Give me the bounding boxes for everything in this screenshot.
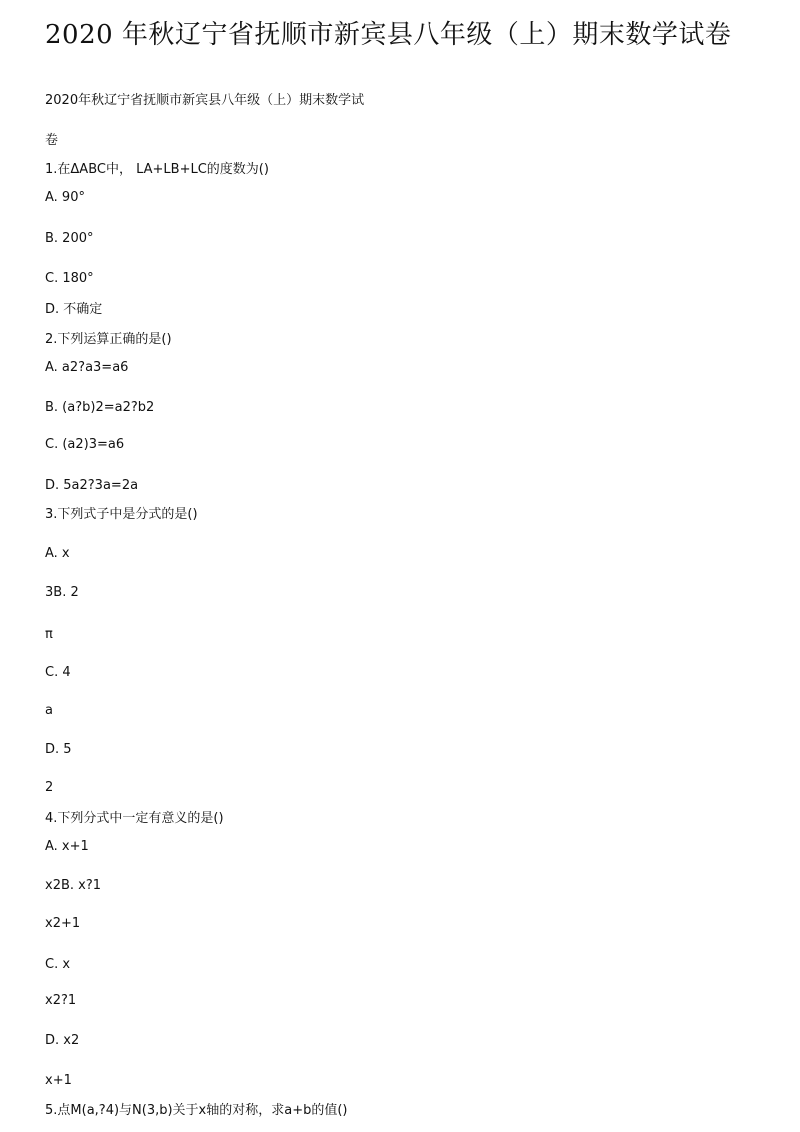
text-line: x+1 xyxy=(45,1073,72,1088)
question-1: 1.在ΔABC中， LA+LB+LC的度数为() xyxy=(45,162,269,177)
question-4: 4.下列分式中一定有意义的是() xyxy=(45,811,224,826)
text-line: 卷 xyxy=(45,133,59,148)
option-line: A. x xyxy=(45,546,70,561)
option-line: 3B. 2 xyxy=(45,585,79,600)
text-line: 2020年秋辽宁省抚顺市新宾县八年级（上）期末数学试 xyxy=(45,93,365,108)
option-line: x2B. x?1 xyxy=(45,878,102,893)
option-line: D. x2 xyxy=(45,1033,80,1048)
text-line: x2+1 xyxy=(45,916,81,931)
text-line: x2?1 xyxy=(45,993,77,1008)
option-line: B. (a?b)2=a2?b2 xyxy=(45,400,155,415)
option-line: D. 5a2?3a=2a xyxy=(45,478,139,493)
document-title: 2020 年秋辽宁省抚顺市新宾县八年级（上）期末数学试卷 xyxy=(45,20,732,50)
option-line: A. 90° xyxy=(45,190,85,205)
question-5: 5.点M(a,?4)与N(3,b)关于x轴的对称，求a+b的值() xyxy=(45,1103,348,1118)
text-line: 2 xyxy=(45,780,54,795)
question-3: 3.下列式子中是分式的是() xyxy=(45,507,198,522)
option-line: C. 180° xyxy=(45,271,94,286)
question-2: 2.下列运算正确的是() xyxy=(45,332,172,347)
option-line: D. 不确定 xyxy=(45,302,103,317)
option-line: A. a2?a3=a6 xyxy=(45,360,129,375)
option-line: A. x+1 xyxy=(45,839,89,854)
option-line: D. 5 xyxy=(45,742,72,757)
option-line: B. 200° xyxy=(45,231,94,246)
text-line: π xyxy=(45,627,53,642)
option-line: C. 4 xyxy=(45,665,71,680)
option-line: C. x xyxy=(45,957,71,972)
option-line: C. (a2)3=a6 xyxy=(45,437,125,452)
text-line: a xyxy=(45,703,53,718)
